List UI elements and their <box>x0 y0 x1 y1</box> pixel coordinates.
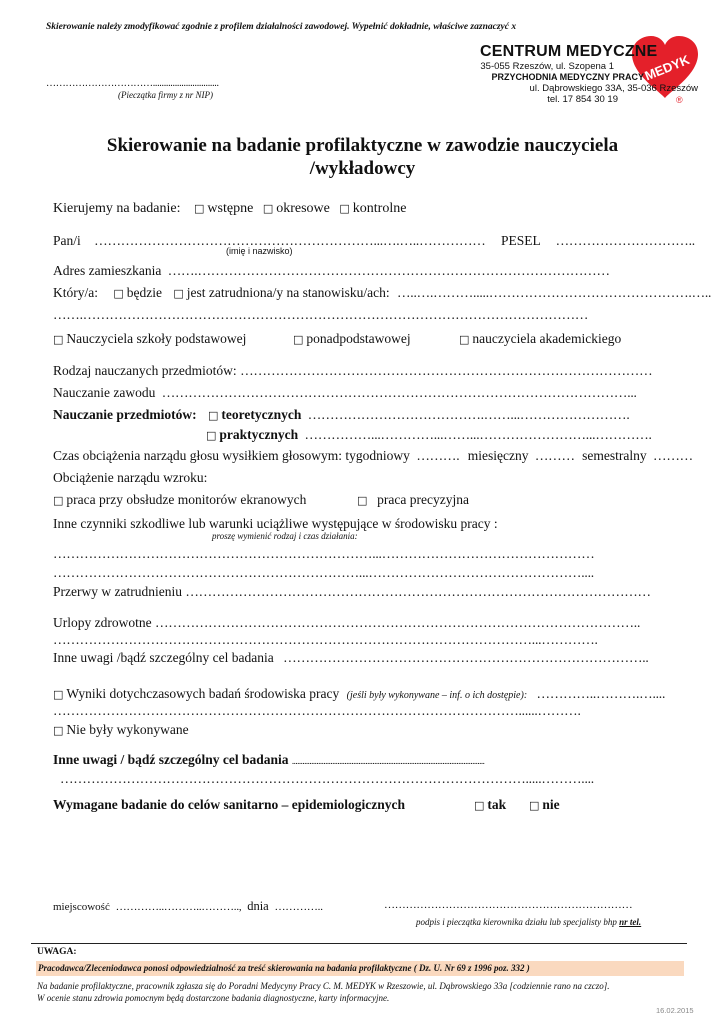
semester-label: semestralny <box>582 448 647 463</box>
top-note: Skierowanie należy zmodyfikować zgodnie z profilem działalności zawodowej. Wypełnić dokładnie, właściwe zaznaczyć x <box>46 22 517 32</box>
notes-row <box>53 650 649 666</box>
profession-label: Nauczanie zawodu <box>53 385 156 400</box>
date-label: dnia <box>247 899 269 913</box>
leave-row <box>53 615 640 631</box>
subjects-label: Rodzaj nauczanych przedmiotów: <box>53 363 237 378</box>
hazards-label: Inne czynniki szkodliwe lub warunki uciążliwe występujące w środowisku pracy : <box>53 516 498 531</box>
subjects-row <box>53 363 652 379</box>
position-field[interactable]: …..….……….....……………………………………….….. <box>397 285 712 300</box>
clinic-logo <box>462 38 702 110</box>
option-employed[interactable]: □ jest zatrudniona/y na stanowisku/ach: <box>173 285 390 300</box>
option-theoretical[interactable]: □ teoretycznych <box>207 407 302 422</box>
option-precision[interactable]: □ praca precyzyjna <box>357 492 469 507</box>
leave-field-2[interactable]: ………………………………………………………………………………………………...…………. <box>53 632 598 647</box>
voice-label: Czas obciążenia narządu głosu wysiłkiem głosowym: tygodniowy <box>53 448 410 463</box>
practical-field[interactable]: ……………...…………...……...……………………...…………. <box>304 427 652 442</box>
sanitary-row <box>53 797 560 813</box>
heart-text: MEDYK <box>642 51 692 84</box>
breaks-field[interactable]: …………………………………………………………………………………………… <box>185 584 651 599</box>
page-title <box>0 134 725 180</box>
notes2-row <box>53 752 484 768</box>
teaching-row <box>53 407 630 423</box>
place-date-row <box>53 899 323 914</box>
checkbox-icon[interactable]: □ <box>194 202 205 215</box>
results-hint: (jeśli były wykonywane – inf. o ich dostępie): <box>346 690 528 701</box>
voice-semester-field[interactable]: ……… <box>653 448 693 463</box>
registered-mark: ® <box>676 95 683 105</box>
company-stamp-field[interactable]: …………………………….............................. <box>46 78 219 89</box>
clinic-phone: tel. 17 854 30 19 <box>547 94 618 105</box>
address-row <box>53 263 610 279</box>
eye-options-row <box>53 492 469 508</box>
checkbox-icon[interactable]: □ <box>474 799 485 812</box>
leave-field[interactable]: ……………………………………………………………………………………………….. <box>154 615 641 630</box>
place-label: miejscowość <box>53 901 110 913</box>
teaching-label: Nauczanie przedmiotów: <box>53 407 197 422</box>
option-yes[interactable]: □ tak <box>474 797 507 812</box>
option-practical[interactable]: □ praktycznych <box>206 427 299 442</box>
checkbox-icon[interactable]: □ <box>459 333 470 346</box>
checkbox-icon[interactable]: □ <box>206 429 217 442</box>
signature-label: podpis i pieczątka kierownika działu lub specjalisty bhp nr tel. <box>416 917 642 927</box>
checkbox-icon[interactable]: □ <box>53 688 64 701</box>
option-no[interactable]: □ nie <box>529 797 560 812</box>
checkbox-icon[interactable]: □ <box>207 409 219 422</box>
option-monitors[interactable]: □ praca przy obsłudze monitorów ekranowych <box>53 492 307 507</box>
notes2-field[interactable]: .............................................................................................................. <box>291 756 485 766</box>
option-primary-school[interactable]: □ Nauczyciela szkoły podstawowej <box>53 331 247 346</box>
footer-note-2: W ocenie stanu zdrowia pomocnym będą dostarczone badania diagnostyczne, karty informacyjne. <box>37 993 390 1003</box>
referral-type-row <box>53 201 406 217</box>
breaks-row <box>53 584 651 600</box>
practical-row <box>206 427 652 443</box>
clinic-address-1: 35-055 Rzeszów, ul. Szopena 1 <box>480 61 614 72</box>
date-field[interactable]: ………….. <box>274 901 323 913</box>
option-control[interactable]: □ kontrolne <box>339 201 407 216</box>
referral-label: Kierujemy na badanie: <box>53 201 181 216</box>
position-field-cont[interactable]: …….…………………………………………………………………………………………………… <box>53 307 589 322</box>
signature-field[interactable]: …………………………………………………………… <box>384 899 633 911</box>
voice-weekly-field[interactable]: ………. <box>416 448 460 463</box>
notes2-field-2[interactable]: …………………………………………………………………………………………….....……….... <box>60 771 594 786</box>
checkbox-icon[interactable]: □ <box>262 202 274 215</box>
checkbox-icon[interactable]: □ <box>173 287 184 300</box>
position-row <box>53 285 711 301</box>
hazards-field-1[interactable]: ………………………………………………………………...………………………………………… <box>53 546 595 561</box>
leave-label: Urlopy zdrowotne <box>53 615 152 630</box>
checkbox-icon[interactable]: □ <box>113 287 124 300</box>
notes-field[interactable]: ……………………………………………………………………….. <box>283 650 649 665</box>
pan-label: Pan/i <box>53 233 81 248</box>
name-field[interactable]: ………………………………………………………...….…..…………… <box>94 233 486 248</box>
sanitary-label: Wymagane badanie do celów sanitarno – epidemiologicznych <box>53 797 406 812</box>
breaks-label: Przerwy w zatrudnieniu <box>53 584 182 599</box>
subjects-field[interactable]: ………………………………………………………………………………… <box>240 363 653 378</box>
pesel-field[interactable]: ………………………….. <box>555 233 695 248</box>
checkbox-icon[interactable]: □ <box>339 202 350 215</box>
voice-monthly-field[interactable]: ……… <box>534 448 575 463</box>
clinic-name: CENTRUM MEDYCZNE <box>480 43 658 60</box>
name-hint: (imię i nazwisko) <box>226 246 293 256</box>
notes-label: Inne uwagi /bądź szczególny cel badania <box>53 650 274 665</box>
checkbox-icon[interactable]: □ <box>53 494 64 507</box>
pesel-label: PESEL <box>500 233 541 248</box>
option-not-done[interactable]: □ Nie były wykonywane <box>53 722 189 737</box>
who-label: Który/a: <box>53 285 98 300</box>
title-line-1: Skierowanie na badanie profilaktyczne w zawodzie nauczyciela <box>106 135 619 156</box>
checkbox-icon[interactable]: □ <box>53 724 64 737</box>
option-will-be[interactable]: □ będzie <box>113 285 163 300</box>
theoretical-field[interactable]: ………………………………….……...……………………. <box>307 407 630 422</box>
option-academic[interactable]: □ nauczyciela akademickiego <box>459 331 622 346</box>
checkbox-icon[interactable]: □ <box>529 799 540 812</box>
footer-date: 16.02.2015 <box>656 1006 694 1015</box>
footer-note-1: Na badanie profilaktyczne, pracownik zgłasza się do Poradni Medycyny Pracy C. M. MEDYK w Rzeszowie, ul. Dąbrowskiego 33a [codziennie rano na czczo]. <box>37 981 610 991</box>
footer-heading: UWAGA: <box>37 947 77 957</box>
clinic-address-2: ul. Dąbrowskiego 33A, 35-036 Rzeszów <box>529 83 698 94</box>
option-results[interactable]: □ Wyniki dotychczasowych badań środowiska pracy <box>53 686 340 701</box>
address-field[interactable]: …….………………………………………………………………………………… <box>167 263 610 278</box>
title-line-2: /wykładowcy <box>309 158 416 179</box>
address-label: Adres zamieszkania <box>53 263 162 278</box>
notes2-label: Inne uwagi / bądź szczególny cel badania <box>53 752 289 767</box>
place-field[interactable]: …………..………..……….., <box>115 901 242 913</box>
results-field[interactable]: …………..……….….... <box>536 686 666 701</box>
name-row <box>53 233 695 249</box>
eye-label: Obciążenie narządu wzroku: <box>53 470 208 485</box>
option-periodic[interactable]: □ okresowe <box>262 201 330 216</box>
company-stamp-label: (Pieczątka firmy z nr NIP) <box>118 90 213 100</box>
teacher-type-row <box>53 331 622 347</box>
results-field-2[interactable]: ……………………………………………………………………………………………......………. <box>53 703 581 718</box>
profession-row <box>53 385 637 401</box>
footer-divider <box>31 943 687 944</box>
option-secondary-school[interactable]: □ ponadpodstawowej <box>293 331 411 346</box>
footer-responsibility: Pracodawca/Zleceniodawca ponosi odpowiedzialność za treść skierowania na badania profilaktyczne ( Dz. U. Nr 69 z 1996 poz. 332 ) <box>38 963 530 973</box>
checkbox-icon[interactable]: □ <box>357 494 368 507</box>
checkbox-icon[interactable]: □ <box>53 333 64 346</box>
checkbox-icon[interactable]: □ <box>293 333 304 346</box>
hazards-hint: proszę wymienić rodzaj i czas działania: <box>212 531 358 541</box>
results-row <box>53 686 665 702</box>
voice-row <box>53 448 693 464</box>
clinic-unit: PRZYCHODNIA MEDYCZNY PRACY <box>491 72 644 82</box>
option-initial[interactable]: □ wstępne <box>194 201 254 216</box>
hazards-field-2[interactable]: ……………………………………………………………...………………………………………….... <box>53 565 594 580</box>
monthly-label: miesięczny <box>467 448 529 463</box>
profession-field[interactable]: ……………………………………………………………………………………………... <box>161 385 637 400</box>
